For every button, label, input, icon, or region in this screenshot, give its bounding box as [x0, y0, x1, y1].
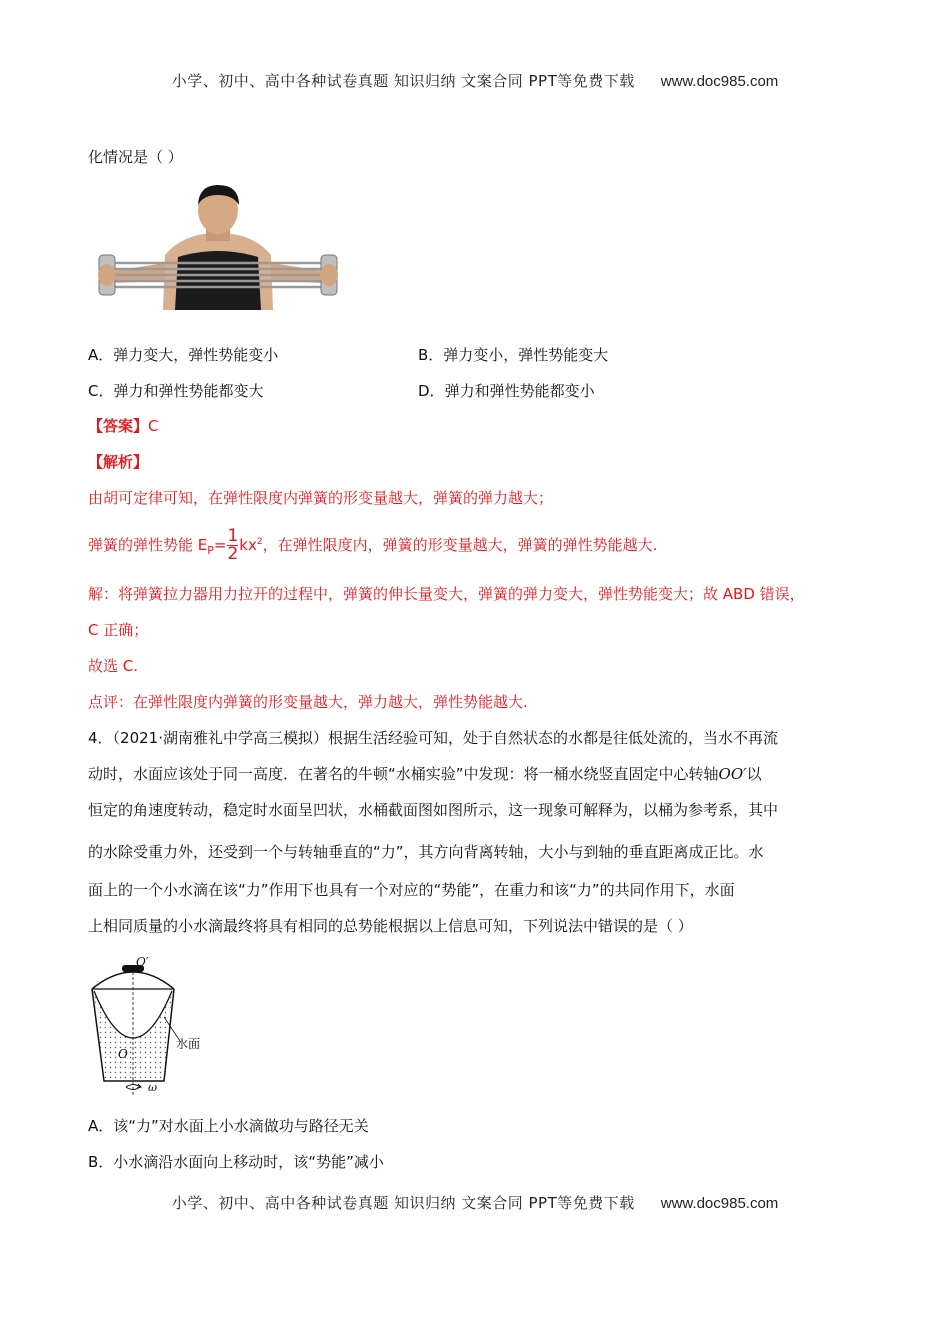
answer-value: C [148, 417, 159, 435]
axis-symbol: OO′ [718, 765, 747, 783]
label-omega: ω [148, 1081, 157, 1094]
question-4-line-6: 上相同质量的小水滴最终将具有相同的总势能根据以上信息可知，下列说法中错误的是（ ） [88, 917, 693, 935]
label-o-prime: O′ [136, 955, 149, 969]
label-o: O [118, 1047, 128, 1061]
bucket-diagram [88, 955, 218, 1100]
formula-fraction: $\frac{1}{2}$ [227, 526, 239, 564]
question-4-line-5: 面上的一个小水滴在该“力”作用下也具有一个对应的“势能”，在重力和该“力”的共同作用下，水面 [88, 881, 735, 899]
header-text: 小学、初中、高中各种试卷真题 知识归纳 文案合同 PPT等免费下载 [171, 72, 635, 90]
question-4-line-1: 4．（2021·湖南雅礼中学高三模拟）根据生活经验可知，处于自然状态的水都是往低处流的，当水不再流 [88, 729, 778, 747]
footer-text: 小学、初中、高中各种试卷真题 知识归纳 文案合同 PPT等免费下载 [171, 1194, 635, 1212]
footer-url: www.doc985.com [660, 1195, 779, 1212]
page-header [0, 70, 950, 91]
page-footer [0, 1192, 950, 1213]
question-3-tail: 化情况是（ ） [88, 148, 183, 166]
analysis-line-5: 故选 C. [88, 657, 139, 675]
option-d: D．弹力和弹性势能都变小 [418, 382, 595, 400]
analysis-line-6: 点评：在弹性限度内弹簧的形变量越大，弹力越大，弹性势能越大. [88, 693, 528, 711]
option-b: B．弹力变小，弹性势能变大 [418, 346, 609, 364]
question-4-line-3: 恒定的角速度转动，稳定时水面呈凹状，水桶截面图如图所示，这一现象可解释为，以桶为参考系，其中 [88, 801, 779, 819]
answer-line [88, 416, 159, 436]
header-url: www.doc985.com [660, 73, 779, 90]
bucket-figure [88, 955, 218, 1100]
analysis-line-3: 解：将弹簧拉力器用力拉开的过程中，弹簧的伸长量变大，弹簧的弹力变大，弹性势能变大；故 ABD 错误， [88, 585, 805, 603]
question-4-line-2: 动时，水面应该处于同一高度．在著名的牛顿“水桶实验”中发现：将一桶水绕竖直固定中心转轴OO′以 [88, 765, 762, 783]
answer-label: 【答案】 [88, 417, 149, 435]
question-4-line-4: 的水除受重力外，还受到一个与转轴垂直的“力”，其方向背离转轴，大小与到轴的垂直距离成正比。水 [88, 843, 764, 861]
label-water-surface: 水面 [176, 1037, 201, 1051]
option-a: A．弹力变大，弹性势能变小 [88, 346, 279, 364]
spring-exerciser-photo [93, 185, 343, 310]
option-c: C．弹力和弹性势能都变大 [88, 382, 264, 400]
analysis-line-4: C 正确； [88, 621, 149, 639]
q4-option-b: B．小水滴沿水面向上移动时，该“势能”减小 [88, 1153, 384, 1171]
analysis-line-1: 由胡可定律可知，在弹性限度内弹簧的形变量越大，弹簧的弹力越大； [88, 489, 554, 507]
analysis-label: 【解析】 [88, 453, 149, 471]
q4-option-a: A．该“力”对水面上小水滴做功与路径无关 [88, 1117, 369, 1135]
analysis-line-2: 弹簧的弹性势能 $E_P=\frac{1}{2}kx^2$，在弹性限度内，弹簧的形变量越大，弹簧的弹性势能越大. [88, 526, 658, 564]
